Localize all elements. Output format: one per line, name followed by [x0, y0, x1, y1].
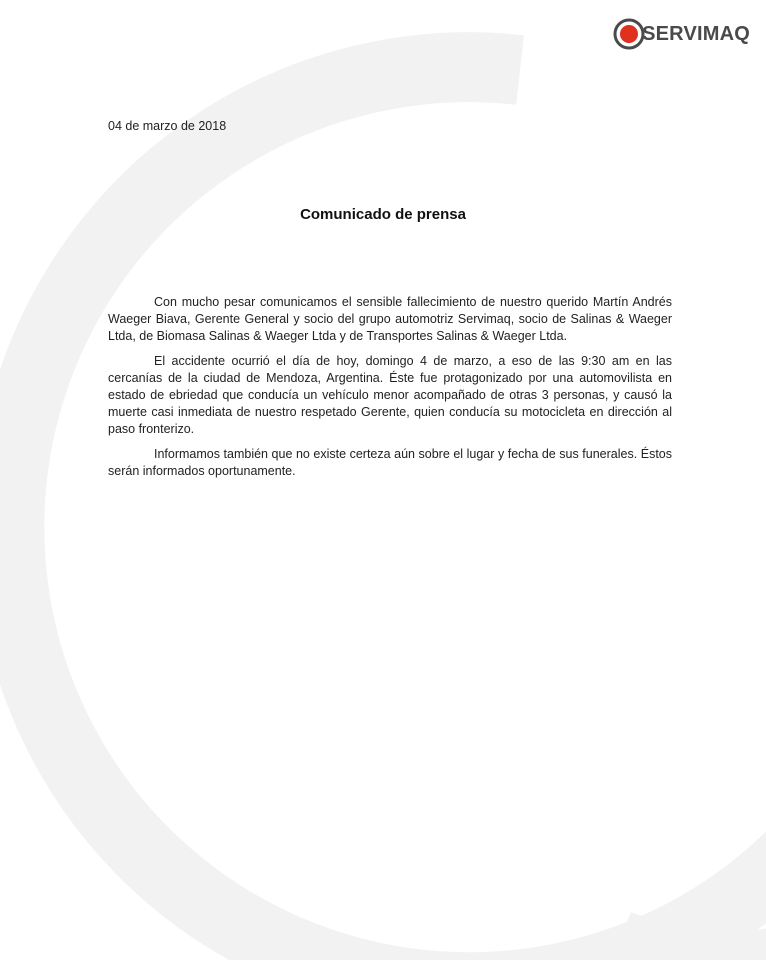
logo-wordmark: SERVIMAQ — [642, 22, 750, 45]
paragraph: El accidente ocurrió el día de hoy, domingo 4 de marzo, a eso de las 9:30 am en las cercanías de la ciudad de Mendoza, Argentina. Éste fue protagonizado por una automovilista en estado de ebriedad que conducía un vehículo menor acompañado de otras 3 personas, y causó la muerte casi inmediata de nuestro respetado Gerente, quien conducía su motocicleta en dirección al paso fronterizo. — [108, 354, 672, 436]
paragraph: Con mucho pesar comunicamos el sensible fallecimiento de nuestro querido Martín Andrés Waeger Biava, Gerente General y socio del grupo automotriz Servimaq, socio de Salinas & Waeger Ltda, de Biomasa Salinas & Waeger Ltda y de Transportes Salinas & Waeger Ltda. — [108, 295, 672, 343]
paragraph: Informamos también que no existe certeza aún sobre el lugar y fecha de sus funerales. Éstos serán informados oportunamente. — [108, 447, 672, 479]
servimaq-logo-mark-icon — [612, 17, 646, 51]
letter-title: Comunicado de prensa — [300, 206, 466, 223]
letter-body — [108, 294, 672, 489]
servimaq-logo — [612, 16, 750, 52]
letter-date: 04 de marzo de 2018 — [108, 119, 227, 133]
